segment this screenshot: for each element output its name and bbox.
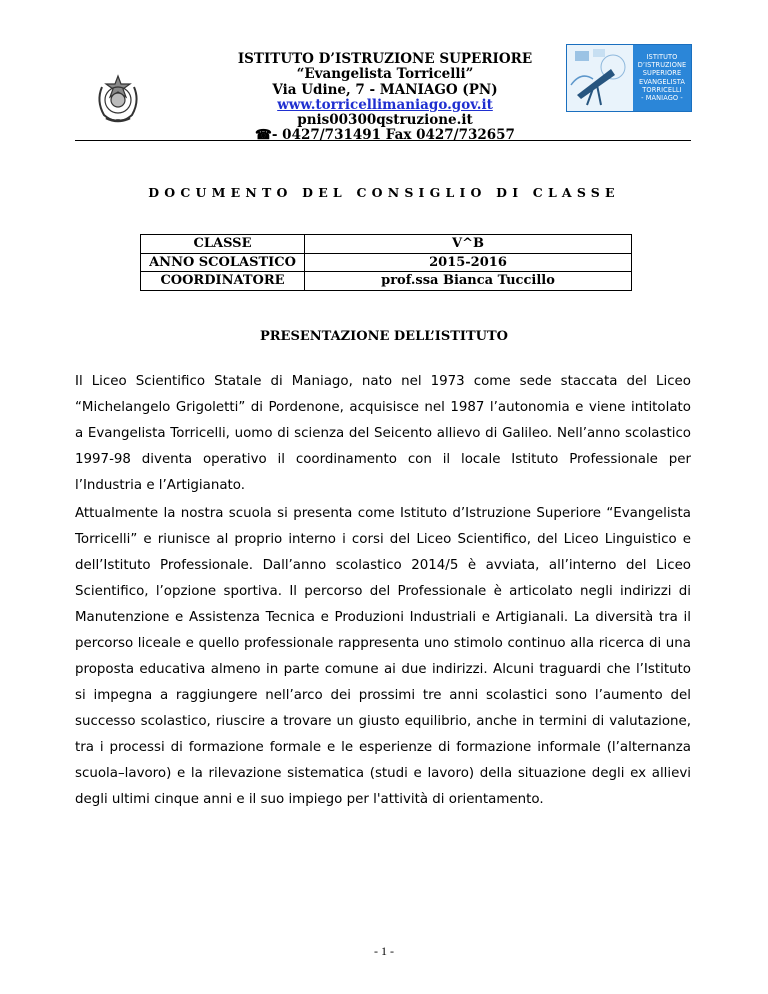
class-label: CLASSE	[141, 235, 305, 254]
class-info-table	[140, 234, 632, 291]
body-text	[75, 369, 691, 815]
institute-email: pnis00300qstruzione.it	[297, 112, 473, 129]
telescope-icon	[567, 45, 633, 111]
class-value: V^B	[305, 235, 632, 254]
coordinator-label: COORDINATORE	[141, 272, 305, 291]
school-year-label: ANNO SCOLASTICO	[141, 253, 305, 272]
school-year-value: 2015-2016	[305, 253, 632, 272]
logo-text-line: TORRICELLI	[642, 85, 682, 94]
table-row	[141, 235, 632, 254]
logo-text-line: EVANGELISTA	[639, 77, 685, 86]
institute-phone-fax	[170, 128, 600, 143]
header-divider	[75, 140, 691, 141]
republic-emblem-icon	[92, 73, 144, 125]
page-number: - 1 -	[374, 944, 394, 958]
institute-header	[170, 52, 600, 144]
logo-text-line: SUPERIORE	[642, 69, 682, 78]
paragraph: Attualmente la nostra scuola si presenta come Istituto d’Istruzione Superiore “Evangelista Torricelli” e riunisce al proprio interno i corsi del Liceo Scientifico, del Liceo Linguistico e dell’Istituto Professionale. Dall’anno scolastico 2014/5 è avviata, all’interno del Liceo Scientifico, l’opzione sportiva. Il percorso del Professionale è articolato negli indirizzi di Manutenzione e Assistenza Tecnica e Produzioni Industriali e Artigianali. La diversità tra il percorso liceale e quello professionale rappresenta uno stimolo continuo alla ricerca di una proposta educativa almeno in parte comune ai due indirizzi. Alcuni traguardi che l’Istituto si impegna a raggiungere nell’arco dei prossimi tre anni scolastici sono l’aumento del successo scolastico, riuscire a trovare un giusto equilibrio, anche in termini di valutazione, tra i processi di formazione formale e le esperienze di formazione informale (l’alternanza scuola–lavoro) e la rilevazione sistematica (studi e lavoro) della situazione degli ex allievi degli ultimi cinque anni e il suo impiego per l'attività di orientamento.	[75, 506, 691, 807]
table-row	[141, 253, 632, 272]
school-logo	[566, 44, 692, 112]
phone-fax-text: - 0427/731491 Fax 0427/732657	[271, 127, 515, 144]
logo-text-line: - MANIAGO -	[641, 94, 683, 103]
document-title: DOCUMENTO DEL CONSIGLIO DI CLASSE	[148, 185, 620, 200]
phone-icon: ☎	[255, 127, 272, 144]
paragraph: Il Liceo Scientifico Statale di Maniago, nato nel 1973 come sede staccata del Liceo “Michelangelo Grigoletti” di Pordenone, acquisisce nel 1987 l’autonomia e viene intitolato a Evangelista Torricelli, uomo di scienza del Seicento allievo di Galileo. Nell’anno scolastico 1997-98 diventa operativo il coordinamento con il locale Istituto Professionale per l’Industria e l’Artigianato.	[75, 374, 691, 493]
coordinator-value: prof.ssa Bianca Tuccillo	[305, 272, 632, 291]
website-link[interactable]: www.torricellimaniago.gov.it	[277, 96, 493, 113]
table-row	[141, 272, 632, 291]
institute-address: Via Udine, 7 - MANIAGO (PN)	[272, 81, 498, 98]
section-title: PRESENTAZIONE DELL’ISTITUTO	[259, 329, 509, 344]
institute-type: ISTITUTO D’ISTRUZIONE SUPERIORE	[237, 51, 533, 67]
logo-text-line: ISTITUTO	[646, 53, 678, 61]
institute-name: “Evangelista Torricelli”	[296, 66, 474, 83]
logo-text-line: D’ISTRUZIONE	[637, 61, 687, 70]
